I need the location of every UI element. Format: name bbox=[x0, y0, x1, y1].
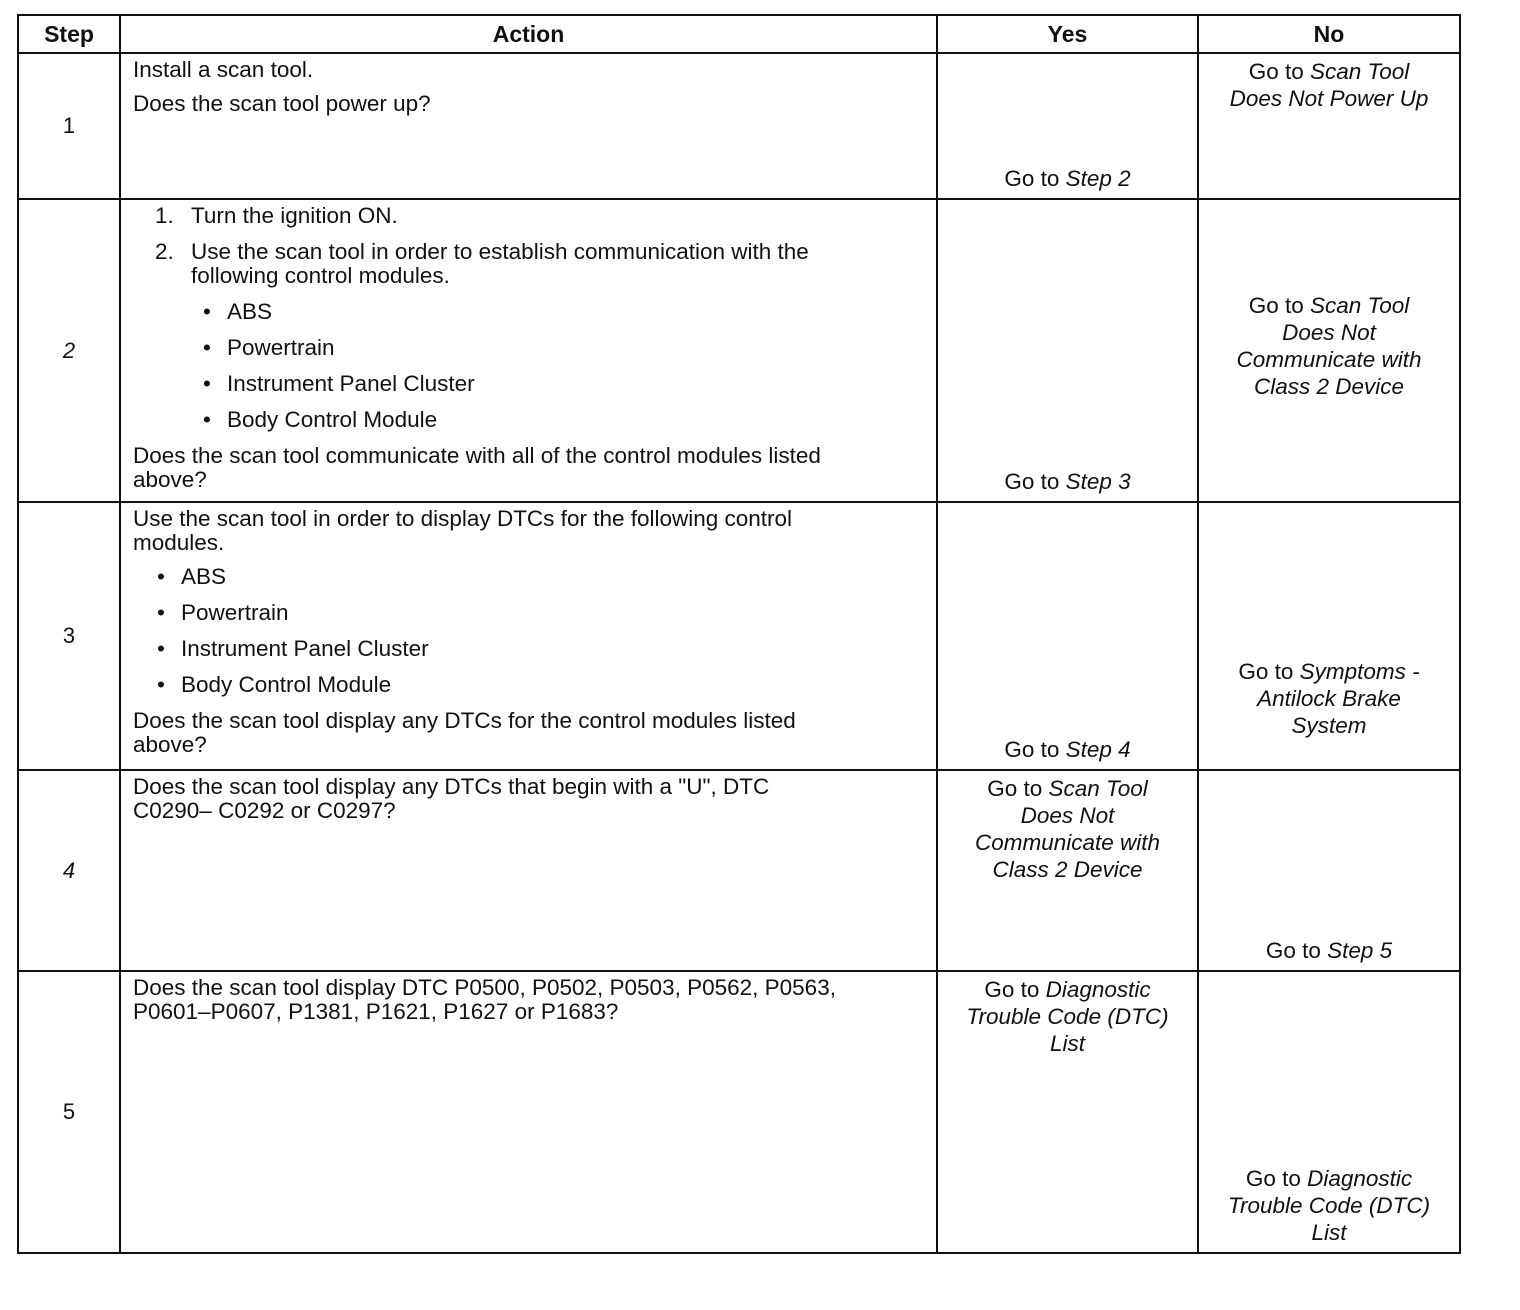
step-number: 2 bbox=[18, 199, 120, 502]
header-action: Action bbox=[120, 15, 937, 53]
action-question: Does the scan tool communicate with all of the control modules listed above? bbox=[133, 443, 821, 492]
list-item: • Instrument Panel Cluster bbox=[203, 371, 475, 396]
yes-goto[interactable] bbox=[938, 468, 1197, 495]
goto-link[interactable]: Communicate with bbox=[974, 830, 1161, 855]
yes-goto[interactable] bbox=[938, 976, 1197, 1057]
goto-link[interactable]: System bbox=[1291, 713, 1367, 738]
goto-link[interactable]: Step 2 bbox=[1065, 166, 1131, 191]
header-no: No bbox=[1198, 15, 1460, 53]
goto-link[interactable]: Scan Tool bbox=[1048, 776, 1148, 801]
no-cell bbox=[1198, 199, 1460, 502]
header-step: Step bbox=[18, 15, 120, 53]
action-question: Does the scan tool display DTC P0500, P0502, P0503, P0562, P0563, P0601–P0607, P1381, P1621, P1627 or P1683? bbox=[133, 975, 836, 1024]
goto-link[interactable]: Symptoms - bbox=[1299, 659, 1420, 684]
table-row-step-2 bbox=[18, 199, 1460, 502]
header-row bbox=[18, 15, 1460, 53]
yes-cell bbox=[937, 971, 1198, 1253]
action-question: Does the scan tool display any DTCs that begin with a "U", DTC C0290– C0292 or C0297? bbox=[133, 774, 770, 823]
diagnostic-table bbox=[17, 14, 1461, 1254]
no-cell bbox=[1198, 770, 1460, 971]
action-cell bbox=[120, 53, 937, 199]
goto-link[interactable]: Scan Tool bbox=[1310, 292, 1410, 318]
goto-link[interactable]: Step 5 bbox=[1327, 938, 1393, 963]
list-item: • ABS bbox=[157, 564, 227, 589]
step-number: 3 bbox=[18, 502, 120, 770]
no-goto[interactable] bbox=[1199, 937, 1459, 964]
goto-prefix: Go to bbox=[1004, 737, 1066, 762]
yes-cell bbox=[937, 53, 1198, 199]
table-row-step-5 bbox=[18, 971, 1460, 1253]
action-question: Does the scan tool power up? bbox=[133, 91, 431, 116]
yes-goto[interactable] bbox=[938, 736, 1197, 763]
goto-prefix: Go to bbox=[1004, 469, 1066, 494]
goto-link[interactable]: Diagnostic bbox=[1307, 1166, 1413, 1191]
no-goto[interactable] bbox=[1199, 58, 1459, 112]
no-cell bbox=[1198, 502, 1460, 770]
table-row-step-1 bbox=[18, 53, 1460, 199]
step-number: 1 bbox=[18, 53, 120, 199]
yes-cell bbox=[937, 199, 1198, 502]
action-cell bbox=[120, 502, 937, 770]
goto-prefix: Go to bbox=[1248, 292, 1311, 318]
no-cell bbox=[1198, 971, 1460, 1253]
step-number: 4 bbox=[18, 770, 120, 971]
goto-link[interactable]: Does Not bbox=[1020, 803, 1115, 828]
goto-prefix: Go to bbox=[987, 776, 1049, 801]
goto-prefix: Go to bbox=[1265, 938, 1328, 963]
goto-link[interactable]: List bbox=[1049, 1031, 1085, 1056]
goto-link[interactable]: Does Not Power Up bbox=[1229, 86, 1429, 111]
goto-prefix: Go to bbox=[1245, 1166, 1308, 1191]
bullet-list bbox=[133, 300, 926, 432]
action-cell bbox=[120, 971, 937, 1253]
goto-prefix: Go to bbox=[1004, 166, 1066, 191]
goto-link[interactable]: Antilock Brake bbox=[1257, 686, 1401, 711]
action-cell bbox=[120, 770, 937, 971]
step-number: 5 bbox=[18, 971, 120, 1253]
table-row-step-3 bbox=[18, 502, 1460, 770]
yes-goto[interactable] bbox=[938, 775, 1197, 883]
yes-cell bbox=[937, 502, 1198, 770]
numbered-list bbox=[133, 204, 926, 288]
goto-prefix: Go to bbox=[1248, 59, 1311, 84]
goto-link[interactable]: Step 3 bbox=[1065, 469, 1131, 494]
goto-link[interactable]: Scan Tool bbox=[1310, 59, 1410, 84]
table-row-step-4 bbox=[18, 770, 1460, 971]
goto-link[interactable]: Does Not bbox=[1282, 319, 1376, 345]
goto-prefix: Go to bbox=[1238, 659, 1300, 684]
header-yes: Yes bbox=[937, 15, 1198, 53]
bullet-list bbox=[133, 565, 926, 697]
goto-prefix: Go to bbox=[984, 977, 1046, 1002]
list-item: • ABS bbox=[203, 299, 273, 324]
list-item: • Body Control Module bbox=[157, 672, 392, 697]
yes-cell bbox=[937, 770, 1198, 971]
list-item: • Powertrain bbox=[203, 335, 335, 360]
goto-link[interactable]: Step 4 bbox=[1065, 737, 1131, 762]
list-item: 1. Turn the ignition ON. bbox=[155, 203, 398, 228]
goto-link[interactable]: Communicate with bbox=[1236, 346, 1422, 372]
no-cell bbox=[1198, 53, 1460, 199]
no-goto[interactable] bbox=[1199, 658, 1459, 739]
goto-link[interactable]: Class 2 Device bbox=[992, 857, 1143, 882]
goto-link[interactable]: Class 2 Device bbox=[1253, 373, 1405, 399]
goto-link[interactable]: Diagnostic bbox=[1045, 977, 1151, 1002]
goto-link[interactable]: Trouble Code (DTC) bbox=[966, 1004, 1169, 1029]
action-question: Does the scan tool display any DTCs for the control modules listed above? bbox=[133, 708, 796, 757]
list-item: • Instrument Panel Cluster bbox=[157, 636, 429, 661]
list-item: • Body Control Module bbox=[203, 407, 438, 432]
action-cell bbox=[120, 199, 937, 502]
no-goto[interactable] bbox=[1199, 1165, 1459, 1246]
list-item: 2. Use the scan tool in order to establish communication with the following control modules. bbox=[155, 239, 809, 288]
yes-goto[interactable] bbox=[938, 165, 1197, 192]
goto-link[interactable]: Trouble Code (DTC) bbox=[1227, 1193, 1431, 1218]
list-item: • Powertrain bbox=[157, 600, 289, 625]
goto-link[interactable]: List bbox=[1311, 1220, 1347, 1245]
action-line: Install a scan tool. bbox=[133, 57, 314, 82]
action-intro: Use the scan tool in order to display DTCs for the following control modules. bbox=[133, 506, 793, 555]
no-goto[interactable] bbox=[1199, 292, 1459, 400]
